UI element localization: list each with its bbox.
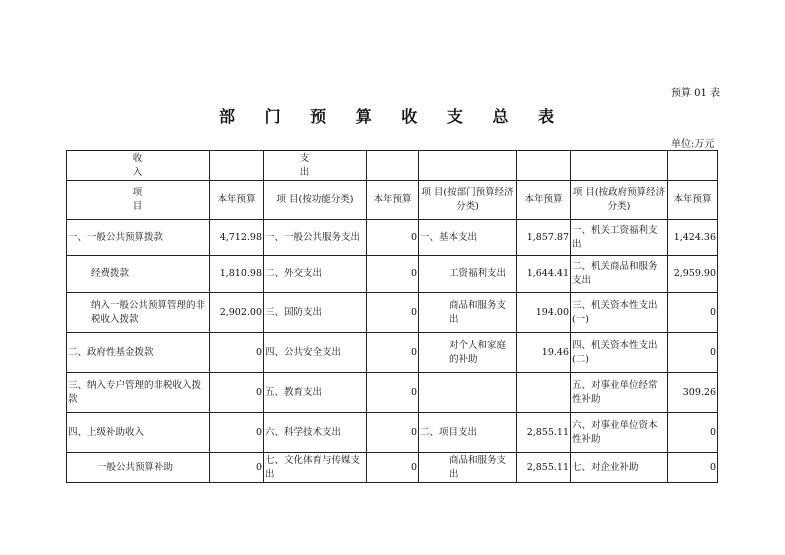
dept-item: 对个人和家庭的补助 bbox=[419, 333, 517, 373]
income-item: 四、上级补助收入 bbox=[67, 413, 210, 453]
func-item: 五、教育支出 bbox=[264, 373, 367, 413]
dept-value bbox=[517, 373, 571, 413]
gov-item: 一、机关工资福利支出 bbox=[571, 220, 668, 256]
gov-value: 0 bbox=[668, 413, 718, 453]
gov-value: 0 bbox=[668, 453, 718, 483]
header-item: 项 目 bbox=[67, 181, 210, 220]
func-value: 0 bbox=[367, 373, 419, 413]
header-item-func: 项 目(按功能分类) bbox=[264, 181, 367, 220]
header-item-gov-econ: 项 目(按政府预算经济分类) bbox=[571, 181, 668, 220]
dept-value: 1,644.41 bbox=[517, 256, 571, 293]
gov-value: 2,959.90 bbox=[668, 256, 718, 293]
header-current-year: 本年预算 bbox=[210, 181, 264, 220]
dept-value: 194.00 bbox=[517, 293, 571, 333]
header-expense: 支 出 bbox=[264, 151, 367, 181]
gov-value: 0 bbox=[668, 293, 718, 333]
unit-label: 单位:万元 bbox=[671, 139, 715, 150]
header-blank bbox=[668, 151, 718, 181]
header-row-1 bbox=[67, 151, 718, 181]
table-row bbox=[67, 293, 718, 333]
func-item: 二、外交支出 bbox=[264, 256, 367, 293]
func-item: 四、公共安全支出 bbox=[264, 333, 367, 373]
income-item: 一、一般公共预算拨款 bbox=[67, 220, 210, 256]
dept-item: 商品和服务支出 bbox=[419, 293, 517, 333]
dept-item: 二、项目支出 bbox=[419, 413, 517, 453]
header-blank bbox=[517, 151, 571, 181]
func-value: 0 bbox=[367, 453, 419, 483]
income-item: 三、纳入专户管理的非税收入拨款 bbox=[67, 373, 210, 413]
dept-value: 1,857.87 bbox=[517, 220, 571, 256]
func-item: 三、国防支出 bbox=[264, 293, 367, 333]
header-blank bbox=[419, 151, 517, 181]
header-current-year: 本年预算 bbox=[517, 181, 571, 220]
dept-item bbox=[419, 373, 517, 413]
header-item-dept-econ: 项 目(按部门预算经济分类) bbox=[419, 181, 517, 220]
func-item: 一、一般公共服务支出 bbox=[264, 220, 367, 256]
table-row bbox=[67, 453, 718, 483]
dept-item: 工资福利支出 bbox=[419, 256, 517, 293]
income-value: 0 bbox=[210, 333, 264, 373]
gov-value: 0 bbox=[668, 333, 718, 373]
header-blank bbox=[571, 151, 668, 181]
header-blank bbox=[210, 151, 264, 181]
gov-value: 1,424.36 bbox=[668, 220, 718, 256]
income-item: 二、政府性基金拨款 bbox=[67, 333, 210, 373]
gov-item: 七、对企业补助 bbox=[571, 453, 668, 483]
income-item: 一般公共预算补助 bbox=[67, 453, 210, 483]
dept-value: 2,855.11 bbox=[517, 453, 571, 483]
table-row bbox=[67, 256, 718, 293]
form-number: 预算 01 表 bbox=[671, 88, 721, 99]
income-value: 4,712.98 bbox=[210, 220, 264, 256]
income-item: 纳入一般公共预算管理的非税收入拨款 bbox=[67, 293, 210, 333]
income-value: 1,810.98 bbox=[210, 256, 264, 293]
table-row bbox=[67, 220, 718, 256]
budget-table bbox=[66, 150, 718, 483]
header-current-year: 本年预算 bbox=[367, 181, 419, 220]
table-row bbox=[67, 373, 718, 413]
header-row-2 bbox=[67, 181, 718, 220]
income-value: 0 bbox=[210, 373, 264, 413]
page-title: 部 门 预 算 收 支 总 表 bbox=[219, 107, 566, 126]
dept-value: 2,855.11 bbox=[517, 413, 571, 453]
gov-item: 五、对事业单位经常性补助 bbox=[571, 373, 668, 413]
income-value: 0 bbox=[210, 453, 264, 483]
header-current-year: 本年预算 bbox=[668, 181, 718, 220]
dept-item: 商品和服务支出 bbox=[419, 453, 517, 483]
header-income: 收 入 bbox=[67, 151, 210, 181]
header-blank bbox=[367, 151, 419, 181]
func-item: 七、文化体育与传媒支出 bbox=[264, 453, 367, 483]
gov-item: 二、机关商品和服务支出 bbox=[571, 256, 668, 293]
income-item: 经费拨款 bbox=[67, 256, 210, 293]
dept-value: 19.46 bbox=[517, 333, 571, 373]
gov-item: 四、机关资本性支出(二) bbox=[571, 333, 668, 373]
func-value: 0 bbox=[367, 293, 419, 333]
gov-value: 309.26 bbox=[668, 373, 718, 413]
func-value: 0 bbox=[367, 413, 419, 453]
gov-item: 六、对事业单位资本性补助 bbox=[571, 413, 668, 453]
func-value: 0 bbox=[367, 256, 419, 293]
gov-item: 三、机关资本性支出(一) bbox=[571, 293, 668, 333]
dept-item: 一、基本支出 bbox=[419, 220, 517, 256]
income-value: 0 bbox=[210, 413, 264, 453]
table-row bbox=[67, 333, 718, 373]
func-value: 0 bbox=[367, 220, 419, 256]
income-value: 2,902.00 bbox=[210, 293, 264, 333]
func-value: 0 bbox=[367, 333, 419, 373]
table-row bbox=[67, 413, 718, 453]
func-item: 六、科学技术支出 bbox=[264, 413, 367, 453]
